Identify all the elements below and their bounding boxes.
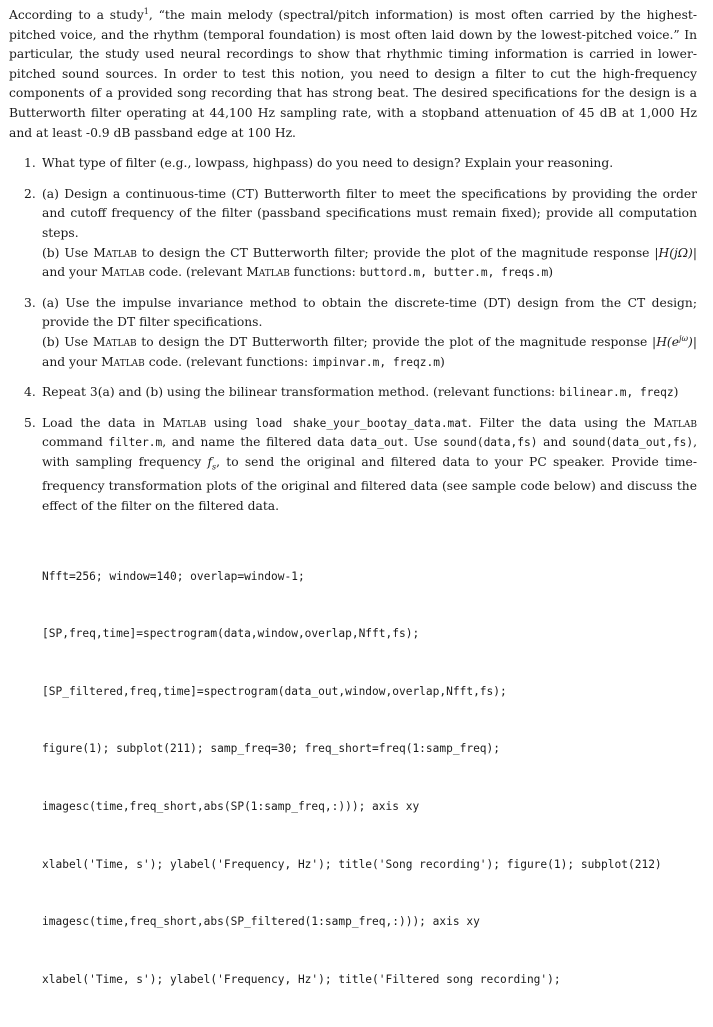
code-line: xlabel('Time, s'); ylabel('Frequency, Hz'); title('Filtered song recording'); xyxy=(42,972,561,986)
text-fragment: to design the DT Butterworth filter; provide the plot of the magnitude response | xyxy=(136,334,657,349)
code-line: xlabel('Time, s'); ylabel('Frequency, Hz'); title('Song recording'); figure(1); subplot(212) xyxy=(42,857,662,871)
intro-text-start: According to a study xyxy=(9,8,144,22)
text-fragment: using xyxy=(206,415,256,430)
matlab-name: Matlab xyxy=(101,354,145,369)
question-part-b xyxy=(42,244,697,283)
text-fragment: | and your xyxy=(42,245,697,280)
text-fragment: code. (relevant functions: xyxy=(144,354,313,369)
sample-code-block xyxy=(42,528,697,1027)
text-fragment: . Use xyxy=(404,435,444,450)
sound-command-original: sound(data,fs) xyxy=(443,436,538,450)
text-fragment: functions: xyxy=(289,265,360,280)
text-fragment: to design the CT Butterworth filter; provide the plot of the magnitude response | xyxy=(136,245,659,260)
text-fragment: ) xyxy=(673,385,679,400)
question-part-b xyxy=(42,333,697,372)
load-command: load shake_your_bootay_data.mat xyxy=(255,416,468,430)
text-fragment: , and name the filtered data xyxy=(162,435,351,450)
subscript: s xyxy=(212,462,217,472)
math-superscript: jω xyxy=(679,333,689,343)
question-3 xyxy=(9,294,697,372)
text-fragment: code. (relevant xyxy=(144,265,247,280)
text-fragment: , to send the original and filtered data to your PC speaker. Provide time-frequency transformation plots of the original and filtered data (see sample code below) and discuss the effect of the filter on the filtered data. xyxy=(42,454,697,513)
text-fragment: (b) Use xyxy=(42,334,93,349)
function-list: impinvar.m, freqz.m xyxy=(312,355,440,369)
question-number: 2. xyxy=(24,186,36,201)
code-line: Nfft=256; window=140; overlap=window-1; xyxy=(42,569,305,583)
footnote-marker: 1 xyxy=(143,6,149,16)
sound-command-filtered: sound(data_out,fs) xyxy=(571,436,694,450)
question-5 xyxy=(9,414,697,516)
assignment-page xyxy=(9,6,697,1027)
math-part: ) xyxy=(688,334,693,349)
code-line: imagesc(time,freq_short,abs(SP_filtered(1:samp_freq,:))); axis xy xyxy=(42,915,480,929)
matlab-name: Matlab xyxy=(101,265,145,280)
text-fragment: and xyxy=(537,435,572,450)
question-list xyxy=(9,154,697,516)
intro-paragraph xyxy=(9,6,697,143)
question-1 xyxy=(9,154,697,174)
sampling-frequency-symbol: $f_s$ xyxy=(207,454,217,472)
math-expression: H(jΩ) xyxy=(658,245,693,260)
question-part-a: (a) Design a continuous-time (CT) Butterworth filter to meet the specifications by providing the order and cutoff frequency of the filter (passband specifications must remain fixed); provide all computation steps. xyxy=(42,186,697,240)
matlab-name: Matlab xyxy=(162,415,207,430)
matlab-name: Matlab xyxy=(92,334,137,349)
text-fragment: . Filter the data using the xyxy=(467,415,654,430)
function-list: buttord.m, butter.m, freqs.m xyxy=(359,266,549,280)
intro-text-rest: , “the main melody (spectral/pitch information) is most often carried by the highest-pitched voice, and the rhythm (temporal foundation) is most often laid down by the lowest-pitched voice.” In particular, the study used neural recordings to show that rhythmic timing information is carried in lower-pitched sound sources. In order to test this notion, you need to design a filter to cut the high-frequency components of a provided song recording that has strong beat. The desired specifications for the design is a Butterworth filter operating at 44,100 Hz sampling rate, with a stopband attenuation of 45 dB at 1,000 Hz and at least -0.9 dB passband edge at 100 Hz. xyxy=(9,8,697,140)
question-4 xyxy=(9,383,697,403)
text-fragment: , with sampling frequency xyxy=(42,435,697,469)
code-line: imagesc(time,freq_short,abs(SP(1:samp_freq,:))); axis xy xyxy=(42,799,420,813)
question-number: 5. xyxy=(24,415,36,430)
math-part: H(e xyxy=(656,334,680,349)
function-list: bilinear.m, freqz xyxy=(559,386,674,400)
text-fragment: | and your xyxy=(42,334,697,369)
code-line: [SP,freq,time]=spectrogram(data,window,overlap,Nfft,fs); xyxy=(42,627,420,641)
code-line: [SP_filtered,freq,time]=spectrogram(data_out,window,overlap,Nfft,fs); xyxy=(42,684,507,698)
matlab-name: Matlab xyxy=(653,415,697,430)
data-out-name: data_out xyxy=(350,436,405,450)
text-fragment: command xyxy=(42,435,109,450)
question-2 xyxy=(9,185,697,283)
code-line: figure(1); subplot(211); samp_freq=30; freq_short=freq(1:samp_freq); xyxy=(42,742,501,756)
text-fragment: ) xyxy=(548,265,554,280)
matlab-name: Matlab xyxy=(246,265,290,280)
question-number: 1. xyxy=(24,156,36,171)
filter-command: filter.m xyxy=(108,436,163,450)
text-fragment: Load the data in xyxy=(42,415,163,430)
text-fragment: ) xyxy=(440,354,445,369)
matlab-name: Matlab xyxy=(93,245,137,260)
text-fragment: Repeat 3(a) and (b) using the bilinear transformation method. (relevant functions: xyxy=(42,385,560,400)
question-text: What type of filter (e.g., lowpass, highpass) do you need to design? Explain your reasoning. xyxy=(42,156,614,171)
question-number: 4. xyxy=(24,385,36,400)
text-fragment: (b) Use xyxy=(42,245,94,260)
question-part-a: (a) Use the impulse invariance method to obtain the discrete-time (DT) design from the CT design; provide the DT filter specifications. xyxy=(42,295,697,330)
question-number: 3. xyxy=(24,295,36,310)
math-expression xyxy=(656,335,693,349)
